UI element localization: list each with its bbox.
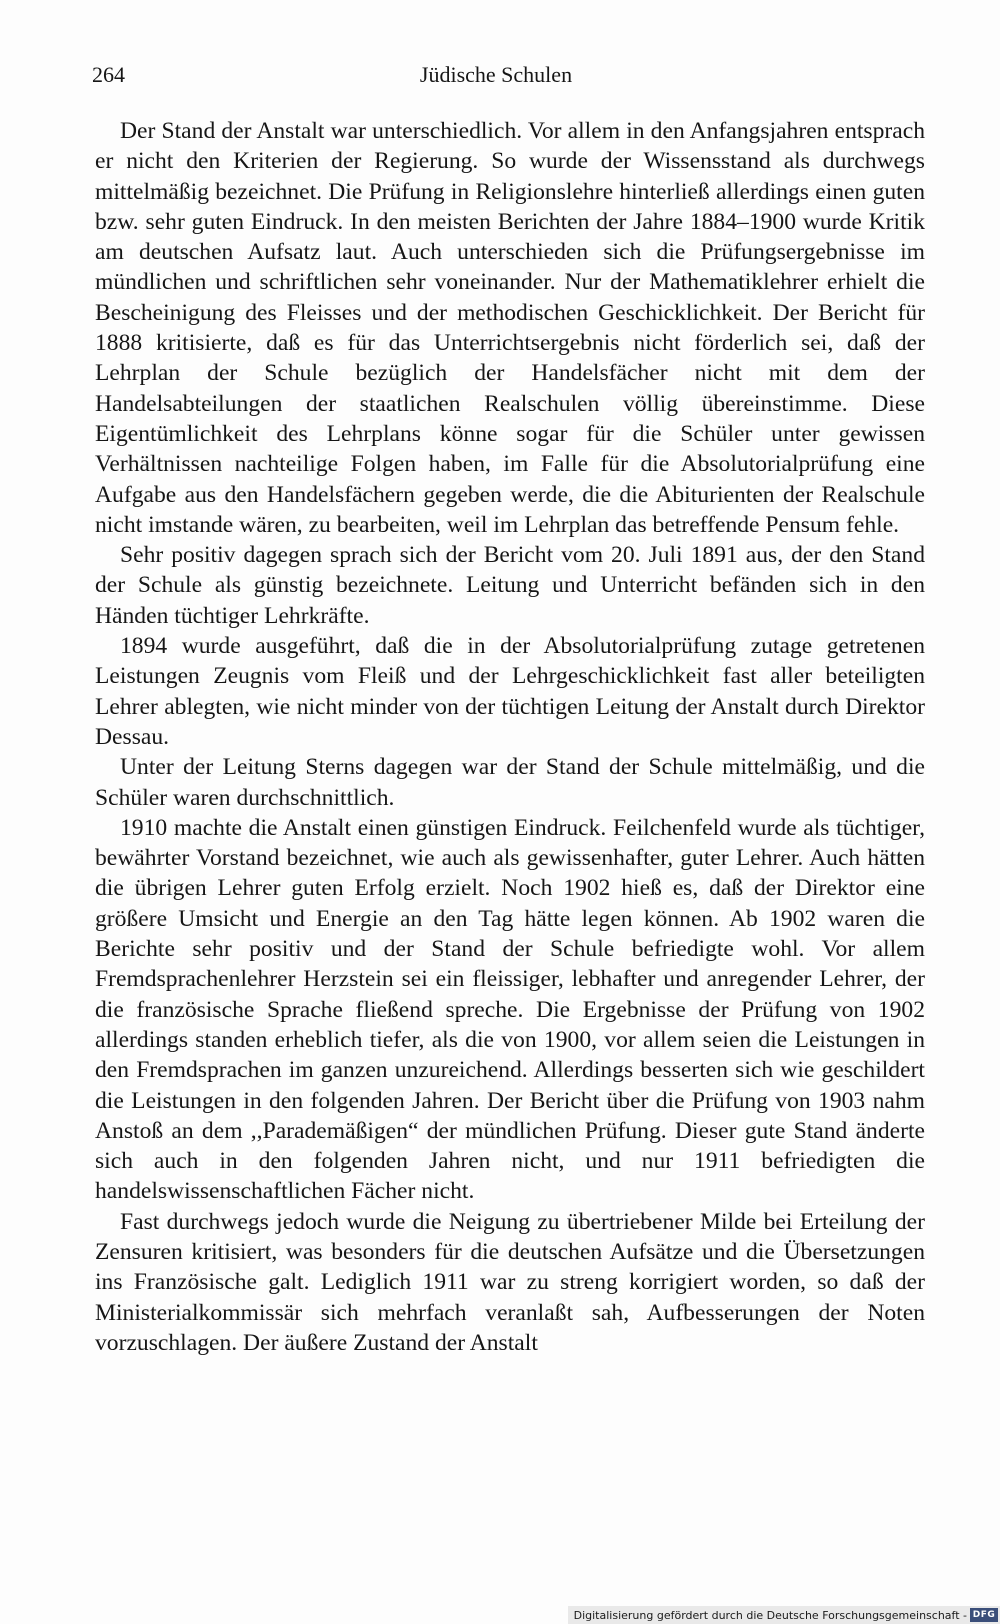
page-header	[92, 62, 900, 88]
running-title: Jüdische Schulen	[419, 62, 573, 87]
paragraph: Der Stand der Anstalt war unterschiedlich. Vor allem in den Anfangsjahren entsprach er nicht den Kriterien der Regierung. So wurde der Wissensstand als durchwegs mittelmäßig bezeichnet. Die Prüfung in Religionslehre hinterließ allerdings einen guten bzw. sehr guten Eindruck. In den meisten Berichten der Jahre 1884–1900 wurde Kritik am deutschen Aufsatz laut. Auch unterschieden sich die Prüfungsergebnisse im mündlichen und schriftlichen sehr voneinander. Nur der Mathematiklehrer erhielt die Bescheinigung des Fleisses und der methodischen Geschicklichkeit. Der Bericht für 1888 kritisierte, daß es für das Unterrichtsergebnis nicht förderlich sei, daß der Lehrplan der Schule bezüglich der Handelsfächer nicht mit dem der Handelsabteilungen der staatlichen Realschulen völlig übereinstimme. Diese Eigentümlichkeit des Lehrplans könne sogar für die Schüler unter gewissen Verhältnissen nachteilige Folgen haben, im Falle für die Absolutorialprüfung eine Aufgabe aus den Handelsfächern gegeben werde, die die Abiturienten der Realschule nicht imstande wären, zu bearbeiten, weil im Lehrplan das betreffende Pensum fehle.	[95, 118, 925, 538]
digitization-footer	[568, 1606, 1000, 1624]
paragraph: Fast durchwegs jedoch wurde die Neigung zu übertriebener Milde bei Erteilung der Zensuren kritisiert, was besonders für die deutschen Aufsätze und die Übersetzungen ins Französische galt. Lediglich 1911 war zu streng korrigiert worden, so daß der Ministerialkommissär sich mehrfach veranlaßt sah, Aufbesserungen der Noten vorzuschlagen. Der äußere Zustand der Anstalt	[95, 1208, 925, 1356]
paragraph: 1894 wurde ausgeführt, daß die in der Absolutorialprüfung zutage getretenen Leistungen Zeugnis vom Fleiß und der Lehrgeschicklichkeit fast aller beteiligten Lehrer ablegten, wie nicht minder von der tüchtigen Leitung der Anstalt durch Direktor Dessau.	[95, 633, 925, 750]
paragraph: Sehr positiv dagegen sprach sich der Bericht vom 20. Juli 1891 aus, der den Stand der Schule als günstig bezeichnete. Leitung und Unterricht befänden sich in den Händen tüchtiger Lehrkräfte.	[95, 542, 925, 629]
body-text	[95, 116, 925, 1358]
footer-text: Digitalisierung gefördert durch die Deutsche Forschungsgemeinschaft -	[573, 1608, 967, 1622]
paragraph: 1910 machte die Anstalt einen günstigen Eindruck. Feilchenfeld wurde als tüchtiger, bewährter Vorstand bezeichnet, wie auch als gewissenhafter, guter Lehrer. Auch hätten die übrigen Lehrer guten Erfolg erzielt. Noch 1902 hieß es, daß der Direktor eine größere Umsicht und Energie an den Tag hätte legen können. Ab 1902 waren die Berichte sehr positiv und der Stand der Schule befriedigte wohl. Vor allem Fremdsprachenlehrer Herzstein sei ein fleissiger, lebhafter und anregender Lehrer, der die französische Sprache fließend spreche. Die Ergebnisse der Prüfung von 1902 allerdings standen erheblich tiefer, als die von 1900, vor allem seien die Leistungen in den Fremdsprachen im ganzen unzureichend. Allerdings besserten sich wie geschildert die Leistungen in den folgenden Jahren. Der Bericht über die Prüfung von 1903 nahm Anstoß an dem ,,Parademäßigen“ der mündlichen Prüfung. Dieser gute Stand änderte sich auch in den folgenden Jahren nicht, und nur 1911 befriedigten die handelswissenschaftlichen Fächer nicht.	[95, 814, 925, 1205]
paragraph: Unter der Leitung Sterns dagegen war der Stand der Schule mittelmäßig, und die Schüler waren durchschnittlich.	[95, 754, 925, 811]
dfg-logo: DFG	[970, 1608, 998, 1622]
page-number: 264	[92, 62, 125, 87]
